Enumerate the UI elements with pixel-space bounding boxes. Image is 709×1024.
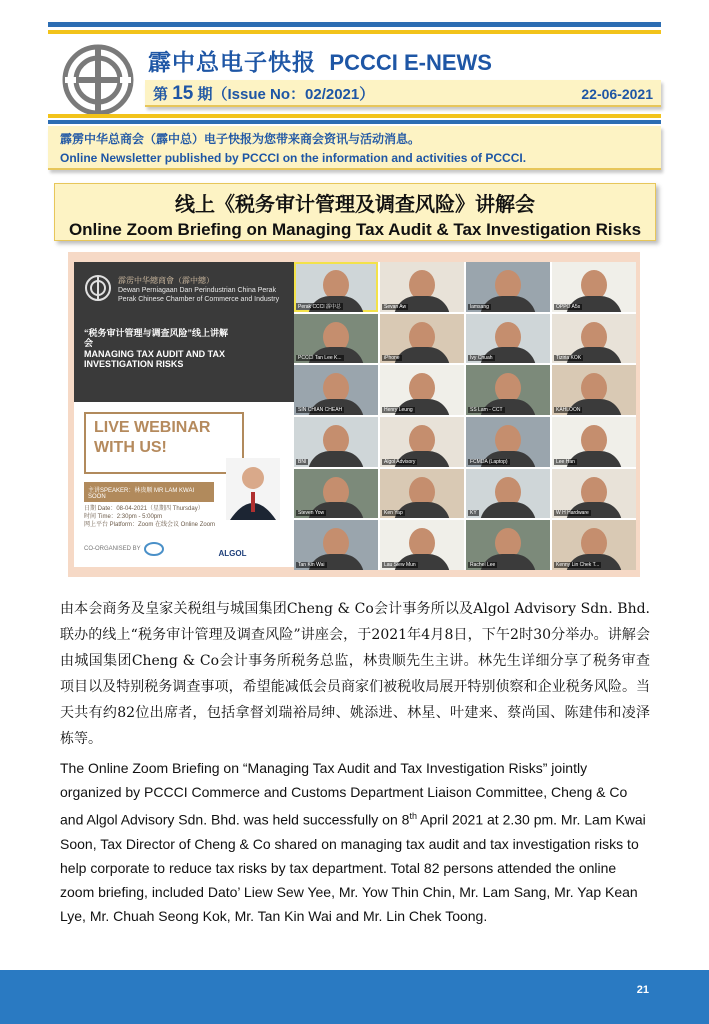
- participant-name: Tiziria KOK: [556, 355, 582, 362]
- participant-name: Algol Advisory: [384, 458, 416, 465]
- participant-body: [394, 347, 450, 363]
- header-stripe-yellow: [48, 30, 661, 34]
- poster-speaker: 主讲SPEAKER：林贵顺 MR LAM KWAI SOON: [84, 482, 214, 502]
- algol-logo: ALGOL: [218, 549, 247, 558]
- issue-bar: [145, 80, 661, 107]
- sponsor-logos: [144, 542, 264, 558]
- pccci-logo-icon: [62, 44, 134, 116]
- speaker-photo: [226, 458, 280, 520]
- participant-name: BNI: [298, 458, 307, 465]
- body-en-superscript: th: [409, 811, 417, 821]
- newsletter-title: [148, 44, 492, 77]
- poster-topic-zh: “税务审计管理与调查风险”线上讲解会: [84, 328, 229, 349]
- article-body-zh: 由本会商务及皇家关税组与城国集团Cheng & Co会计事务所以及Algol Advisory Sdn. Bhd. 联办的线上“税务审计管理及调查风险”讲座会，于2021年4月8日，下午2时30分举办。讲解会由城国集团Cheng & Co会计事务所税务总监，林贵顺先生主讲。林先生详细分享了税务审查项目以及特别税务调查事项，希望能减低会员商家们被税收局展开特别侦察和企业税务风险。当天共有约82位出席者，包括拿督刘瑞裕局绅、姚添进、林星、叶建来、蔡尚国、陈建伟和凌泽栋等。: [60, 601, 650, 747]
- zoom-participant-tile: [552, 469, 636, 519]
- zoom-participant-tile: [466, 365, 550, 415]
- zoom-participant-tile: [380, 314, 464, 364]
- zoom-participant-tile: [380, 520, 464, 570]
- intro-zh: 霹雳中华总商会（霹中总）电子快报为您带来商会资讯与活动消息。: [60, 132, 421, 146]
- zoom-participant-tile: [380, 262, 464, 312]
- participant-name: KY: [470, 510, 477, 517]
- live-webinar-box: [84, 412, 244, 474]
- poster-org: [118, 276, 279, 305]
- participant-body: [308, 451, 364, 467]
- participant-name: Henry Leung: [384, 407, 413, 413]
- zoom-participant-tile: [380, 417, 464, 467]
- zoom-participant-tile: [552, 520, 636, 570]
- poster-details: [84, 506, 215, 529]
- participant-name: Lau Siew Mun: [384, 562, 416, 568]
- zoom-participant-tile: [466, 469, 550, 519]
- intro-en: Online Newsletter published by PCCCI on the information and activities of PCCCI.: [60, 151, 527, 165]
- participant-name: OPPO A5s: [556, 303, 581, 310]
- zoom-participant-tile: [294, 520, 378, 570]
- zoom-participant-tile: [380, 365, 464, 415]
- article-headline: [54, 183, 656, 241]
- zoom-participant-tile: [380, 469, 464, 519]
- poster-time: 时间 Time：2:30pm - 5:00pm: [84, 513, 163, 520]
- zoom-participant-tile: [294, 365, 378, 415]
- zoom-participant-tile: [552, 365, 636, 415]
- participant-name: SIN CHIAN CHEAH: [298, 407, 343, 413]
- poster-topic: [84, 328, 234, 369]
- zoom-participant-tile: [552, 262, 636, 312]
- participant-name: FCMDA (Laptop): [470, 458, 508, 465]
- headline-en: Online Zoom Briefing on Managing Tax Audit & Tax Investigation Risks: [68, 220, 642, 239]
- participant-body: [480, 502, 536, 518]
- divider-stripe-yellow: [48, 114, 661, 118]
- participant-name: PCCCI Tan Lee K...: [298, 355, 342, 362]
- participant-name: Sevan Aw: [384, 303, 407, 310]
- participant-name: lamsang: [470, 303, 489, 310]
- title-en: PCCCI E-NEWS: [329, 50, 492, 75]
- poster-org-en: Perak Chinese Chamber of Commerce and Industry: [118, 296, 280, 304]
- issue-label: [153, 83, 374, 105]
- event-screenshot: [68, 252, 640, 577]
- participant-name: Kenny Lin Chek T...: [556, 562, 600, 568]
- poster-logo-icon: [84, 274, 112, 302]
- zoom-participant-tile: [466, 417, 550, 467]
- participant-name: W H Hardware: [556, 510, 589, 517]
- zoom-gallery: [294, 262, 636, 570]
- zoom-participant-tile: [552, 314, 636, 364]
- poster-topic-en: MANAGING TAX AUDIT AND TAX INVESTIGATION RISKS: [84, 348, 225, 370]
- issue-date: 22-06-2021: [581, 86, 653, 102]
- poster-date: 日期 Date：08-04-2021（星期四 Thursday）: [84, 506, 204, 512]
- participant-name: Ivy Chuah: [470, 355, 493, 362]
- zoom-participant-tile: [466, 314, 550, 364]
- poster-org-zh: 霹雳中华總商會（霹中總）: [118, 276, 214, 285]
- intro-banner: [48, 126, 661, 170]
- page-number: 21: [636, 984, 649, 996]
- participant-name: SS Lam - CCT: [470, 407, 503, 413]
- title-zh: 霹中总电子快报: [148, 49, 316, 75]
- participant-name: KAHLOON: [556, 407, 581, 413]
- participant-name: iPhone: [384, 355, 400, 362]
- participant-name: Tan Kin Wai: [298, 562, 325, 568]
- co-organiser-label: CO-ORGANISED BY: [84, 546, 141, 552]
- cheng-co-logo-icon: [144, 542, 164, 556]
- issue-suffix: 期（Issue No：02/2021）: [197, 86, 375, 103]
- participant-name: Rachel Lee: [470, 562, 496, 568]
- participant-name: Ken Yap: [384, 510, 403, 517]
- webinar-poster: [74, 262, 294, 567]
- header-stripe-blue: [48, 22, 661, 27]
- live-line-2: WITH US!: [94, 439, 167, 456]
- zoom-participant-tile: [466, 520, 550, 570]
- issue-number: 15: [172, 83, 194, 104]
- zoom-participant-tile: [294, 417, 378, 467]
- poster-platform: 网上平台 Platform：Zoom 在线会议 Online Zoom: [84, 521, 216, 528]
- live-line-1: LIVE WEBINAR: [94, 419, 211, 436]
- zoom-participant-tile: [294, 262, 378, 312]
- poster-org-ms: Dewan Perniagaan Dan Perindustrian China Perak: [118, 287, 276, 295]
- divider-stripe-blue: [48, 120, 661, 124]
- participant-name: Steven Yow: [298, 510, 325, 517]
- footer-bar: [0, 970, 709, 1024]
- article-body-en: [60, 756, 650, 928]
- participant-name: Lee Han: [556, 458, 575, 465]
- participant-name: Perak CCCI 霹中总: [298, 303, 342, 310]
- zoom-participant-tile: [552, 417, 636, 467]
- zoom-participant-tile: [466, 262, 550, 312]
- zoom-participant-tile: [294, 469, 378, 519]
- body-en-part-1: The Online Zoom Briefing on “Managing Tax Audit and Tax Investigation Risks” jointly organized by PCCCI Commerce and Customs Department Liaison Committee, Cheng & Co and Algol Advisory Sdn. Bhd. was held successfully on 8: [60, 760, 628, 828]
- zoom-participant-tile: [294, 314, 378, 364]
- issue-prefix: 第: [153, 86, 169, 103]
- body-en-part-2: April 2021 at 2.30 pm. Mr. Lam Kwai Soon, Tax Director of Cheng & Co shared on managing tax audit and tax investigation risks to help corporate to reduce tax risks by tax department. Total 82 persons attended the online zoom briefing, included Dato’ Liew Sew Yee, Mr. Yow Thin Chin, Mr. Lam Sang, Mr. Yap Kean Lye, Mr. Chuah Seong Kok, Mr. Tan Kin Wai and Mr. Lin Chek Toong.: [60, 811, 646, 924]
- headline-zh: 线上《税务审计管理及调查风险》讲解会: [175, 192, 535, 216]
